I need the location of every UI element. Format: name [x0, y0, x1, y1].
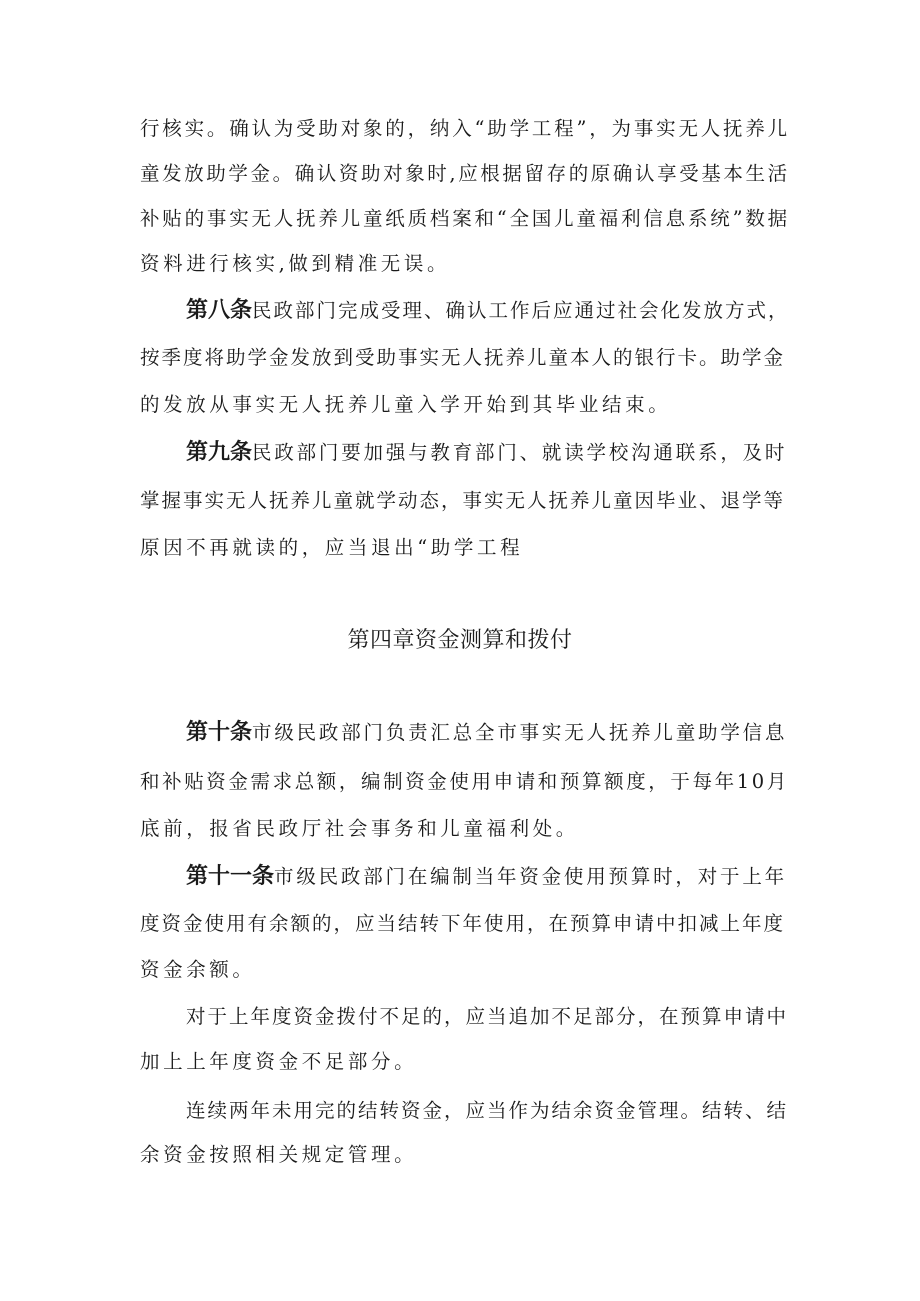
- paragraph-line: 和补贴资金需求总额，编制资金使用申请和预算额度，于每年10月: [140, 770, 789, 793]
- article-10-heading: 第十条: [186, 720, 253, 745]
- paragraph-first-line: 连续两年未用完的结转资金，应当作为结余资金管理。结转、结: [186, 1099, 789, 1122]
- paragraph-line: 行核实。确认为受助对象的，纳入“助学工程”，为事实无人抚养儿: [140, 117, 790, 140]
- article-11-heading: 第十一条: [186, 864, 275, 889]
- article-9-heading: 第九条: [186, 440, 253, 465]
- article-8-text: 民政部门完成受理、确认工作后应通过社会化发放方式，: [252, 299, 790, 322]
- article-9-first-line: [186, 438, 787, 468]
- article-10-text: 市级民政部门负责汇总全市事实无人抚养儿童助学信息: [252, 721, 788, 744]
- article-11-text: 市级民政部门在编制当年资金使用预算时，对于上年: [274, 865, 787, 888]
- article-9-text: 民政部门要加强与教育部门、就读学校沟通联系，及时: [252, 441, 788, 464]
- paragraph-first-line: 对于上年度资金拨付不足的，应当追加不足部分，在预算申请中: [186, 1005, 789, 1028]
- paragraph-line: 加上上年度资金不足部分。: [140, 1050, 418, 1073]
- paragraph-line: 资金余额。: [140, 958, 256, 981]
- article-8-heading: 第八条: [186, 298, 253, 323]
- paragraph-line: 原因不再就读的，应当退出“助学工程: [140, 536, 524, 559]
- paragraph-line: 补贴的事实无人抚养儿童纸质档案和“全国儿童福利信息系统”数据: [140, 207, 790, 230]
- paragraph-line: 余资金按照相关规定管理。: [140, 1143, 418, 1166]
- paragraph-line: 的发放从事实无人抚养儿童入学开始到其毕业结束。: [140, 393, 672, 416]
- paragraph-line: 度资金使用有余额的，应当结转下年使用，在预算申请中扣减上年度: [140, 912, 786, 935]
- paragraph-line: 按季度将助学金发放到受助事实无人抚养儿童本人的银行卡。助学金: [140, 346, 786, 369]
- paragraph-line: 掌握事实无人抚养儿童就学动态，事实无人抚养儿童因毕业、退学等: [140, 489, 786, 512]
- paragraph-line: 童发放助学金。确认资助对象时,应根据留存的原确认享受基本生活: [140, 162, 790, 185]
- paragraph-line: 资料进行核实,做到精准无误。: [140, 252, 451, 275]
- chapter-title: 第四章资金测算和拨付: [347, 628, 573, 653]
- article-10-first-line: [186, 718, 787, 748]
- paragraph-line: 底前，报省民政厅社会事务和儿童福利处。: [140, 817, 579, 840]
- article-11-first-line: [186, 862, 787, 892]
- article-8-first-line: [186, 296, 790, 326]
